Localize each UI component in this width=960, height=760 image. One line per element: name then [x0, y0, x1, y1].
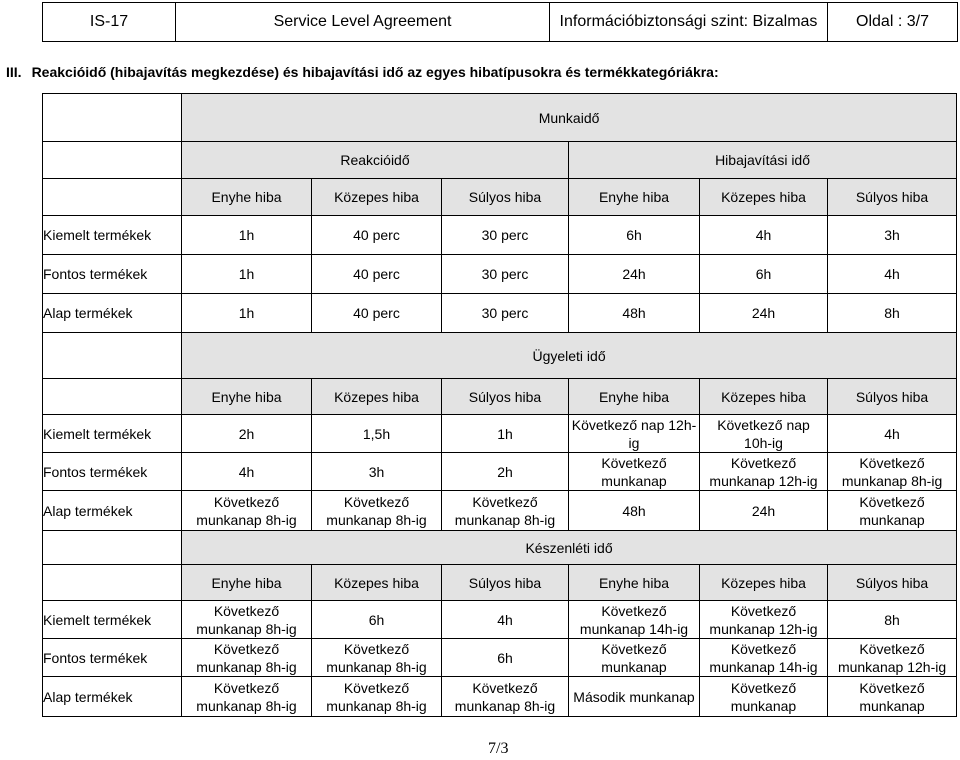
table-cell: 3h — [828, 216, 957, 255]
severity-header: Közepes hiba — [700, 565, 828, 601]
table-cell: 40 perc — [312, 216, 442, 255]
severity-header: Súlyos hiba — [442, 179, 569, 216]
table-cell: 24h — [700, 491, 828, 531]
table-cell: Következő munkanap 14h-ig — [700, 639, 828, 677]
severity-header: Enyhe hiba — [182, 379, 312, 415]
table-cell: Következő munkanap 8h-ig — [442, 677, 569, 717]
table-cell: 4h — [828, 415, 957, 453]
table-cell: 1,5h — [312, 415, 442, 453]
classification-level: Információbiztonsági szint: Bizalmas — [550, 3, 828, 41]
table-cell: 40 perc — [312, 255, 442, 294]
sla-table — [42, 93, 957, 717]
table-cell: 2h — [182, 415, 312, 453]
section-title: Reakcióidő (hibajavítás megkezdése) és hibajavítási idő az egyes hibatípusokra és termékkategóriákra: — [31, 64, 719, 80]
page-number: 7/3 — [488, 740, 509, 757]
table-cell: Következő munkanap 8h-ig — [442, 491, 569, 531]
table-cell: 48h — [569, 294, 700, 333]
row-label: Kiemelt termékek — [43, 216, 182, 255]
table-cell: 6h — [312, 601, 442, 639]
table-cell: Következő munkanap 8h-ig — [312, 639, 442, 677]
table-cell: 30 perc — [442, 216, 569, 255]
row-label: Alap termékek — [43, 491, 182, 531]
table-cell: Következő munkanap — [828, 677, 957, 717]
row-label: Fontos termékek — [43, 255, 182, 294]
table-cell: 4h — [828, 255, 957, 294]
row-label: Kiemelt termékek — [43, 601, 182, 639]
table-cell: 8h — [828, 601, 957, 639]
table-cell: Második munkanap — [569, 677, 700, 717]
doc-id: IS-17 — [43, 3, 176, 41]
blank-cell — [43, 379, 182, 415]
table-cell: Következő munkanap 8h-ig — [312, 491, 442, 531]
table-cell: 30 perc — [442, 255, 569, 294]
table-cell: Következő munkanap — [700, 677, 828, 717]
table-cell: Következő munkanap 12h-ig — [700, 601, 828, 639]
table-cell: Következő munkanap — [569, 639, 700, 677]
section-number: III. — [6, 64, 22, 80]
table-cell: Következő munkanap 8h-ig — [182, 639, 312, 677]
row-label: Fontos termékek — [43, 453, 182, 491]
duty-time-header: Ügyeleti idő — [182, 333, 957, 379]
repair-time-header: Hibajavítási idő — [569, 142, 957, 179]
severity-header: Súlyos hiba — [442, 379, 569, 415]
severity-header: Enyhe hiba — [569, 565, 700, 601]
blank-cell — [43, 565, 182, 601]
work-time-header: Munkaidő — [182, 94, 957, 142]
table-cell: 2h — [442, 453, 569, 491]
row-label: Fontos termékek — [43, 639, 182, 677]
severity-header: Enyhe hiba — [569, 379, 700, 415]
severity-header: Enyhe hiba — [182, 565, 312, 601]
severity-header: Közepes hiba — [700, 379, 828, 415]
severity-header: Súlyos hiba — [442, 565, 569, 601]
table-cell: 1h — [182, 255, 312, 294]
blank-cell — [43, 333, 182, 379]
row-label: Alap termékek — [43, 677, 182, 717]
doc-title: Service Level Agreement — [176, 3, 550, 41]
table-cell: 1h — [442, 415, 569, 453]
table-cell: 30 perc — [442, 294, 569, 333]
section-heading — [6, 64, 719, 80]
page-indicator: Oldal : 3/7 — [856, 13, 929, 30]
severity-header: Súlyos hiba — [828, 179, 957, 216]
table-cell: 48h — [569, 491, 700, 531]
table-cell: Következő munkanap 8h-ig — [828, 453, 957, 491]
row-label: Alap termékek — [43, 294, 182, 333]
blank-cell — [43, 531, 182, 565]
table-cell: 4h — [700, 216, 828, 255]
severity-header: Súlyos hiba — [828, 565, 957, 601]
table-cell: 1h — [182, 294, 312, 333]
severity-header: Közepes hiba — [312, 179, 442, 216]
severity-header: Súlyos hiba — [828, 379, 957, 415]
severity-header: Közepes hiba — [700, 179, 828, 216]
table-cell: 6h — [442, 639, 569, 677]
table-cell: Következő munkanap — [569, 453, 700, 491]
table-cell: Következő munkanap 8h-ig — [182, 677, 312, 717]
blank-cell — [43, 179, 182, 216]
table-cell: Következő munkanap 8h-ig — [312, 677, 442, 717]
table-cell: Következő munkanap 8h-ig — [182, 601, 312, 639]
table-cell: Következő munkanap 12h-ig — [828, 639, 957, 677]
table-cell: Következő munkanap 12h-ig — [700, 453, 828, 491]
table-cell: 24h — [700, 294, 828, 333]
table-cell: Következő nap 10h-ig — [700, 415, 828, 453]
row-label: Kiemelt termékek — [43, 415, 182, 453]
severity-header: Közepes hiba — [312, 565, 442, 601]
table-cell: 3h — [312, 453, 442, 491]
table-cell: Következő munkanap 8h-ig — [182, 491, 312, 531]
severity-header: Enyhe hiba — [569, 179, 700, 216]
table-cell: Következő munkanap — [828, 491, 957, 531]
table-cell: 6h — [569, 216, 700, 255]
table-cell: 24h — [569, 255, 700, 294]
severity-header: Közepes hiba — [312, 379, 442, 415]
table-cell: 1h — [182, 216, 312, 255]
table-cell: Következő munkanap 14h-ig — [569, 601, 700, 639]
standby-time-header: Készenléti idő — [182, 531, 957, 565]
table-cell: Következő nap 12h-ig — [569, 415, 700, 453]
blank-cell — [43, 142, 182, 179]
blank-cell — [43, 94, 182, 142]
severity-header: Enyhe hiba — [182, 179, 312, 216]
table-cell: 40 perc — [312, 294, 442, 333]
table-cell: 4h — [442, 601, 569, 639]
table-cell: 8h — [828, 294, 957, 333]
document-header — [42, 2, 958, 42]
reaction-time-header: Reakcióidő — [182, 142, 569, 179]
table-cell: 4h — [182, 453, 312, 491]
table-cell: 6h — [700, 255, 828, 294]
